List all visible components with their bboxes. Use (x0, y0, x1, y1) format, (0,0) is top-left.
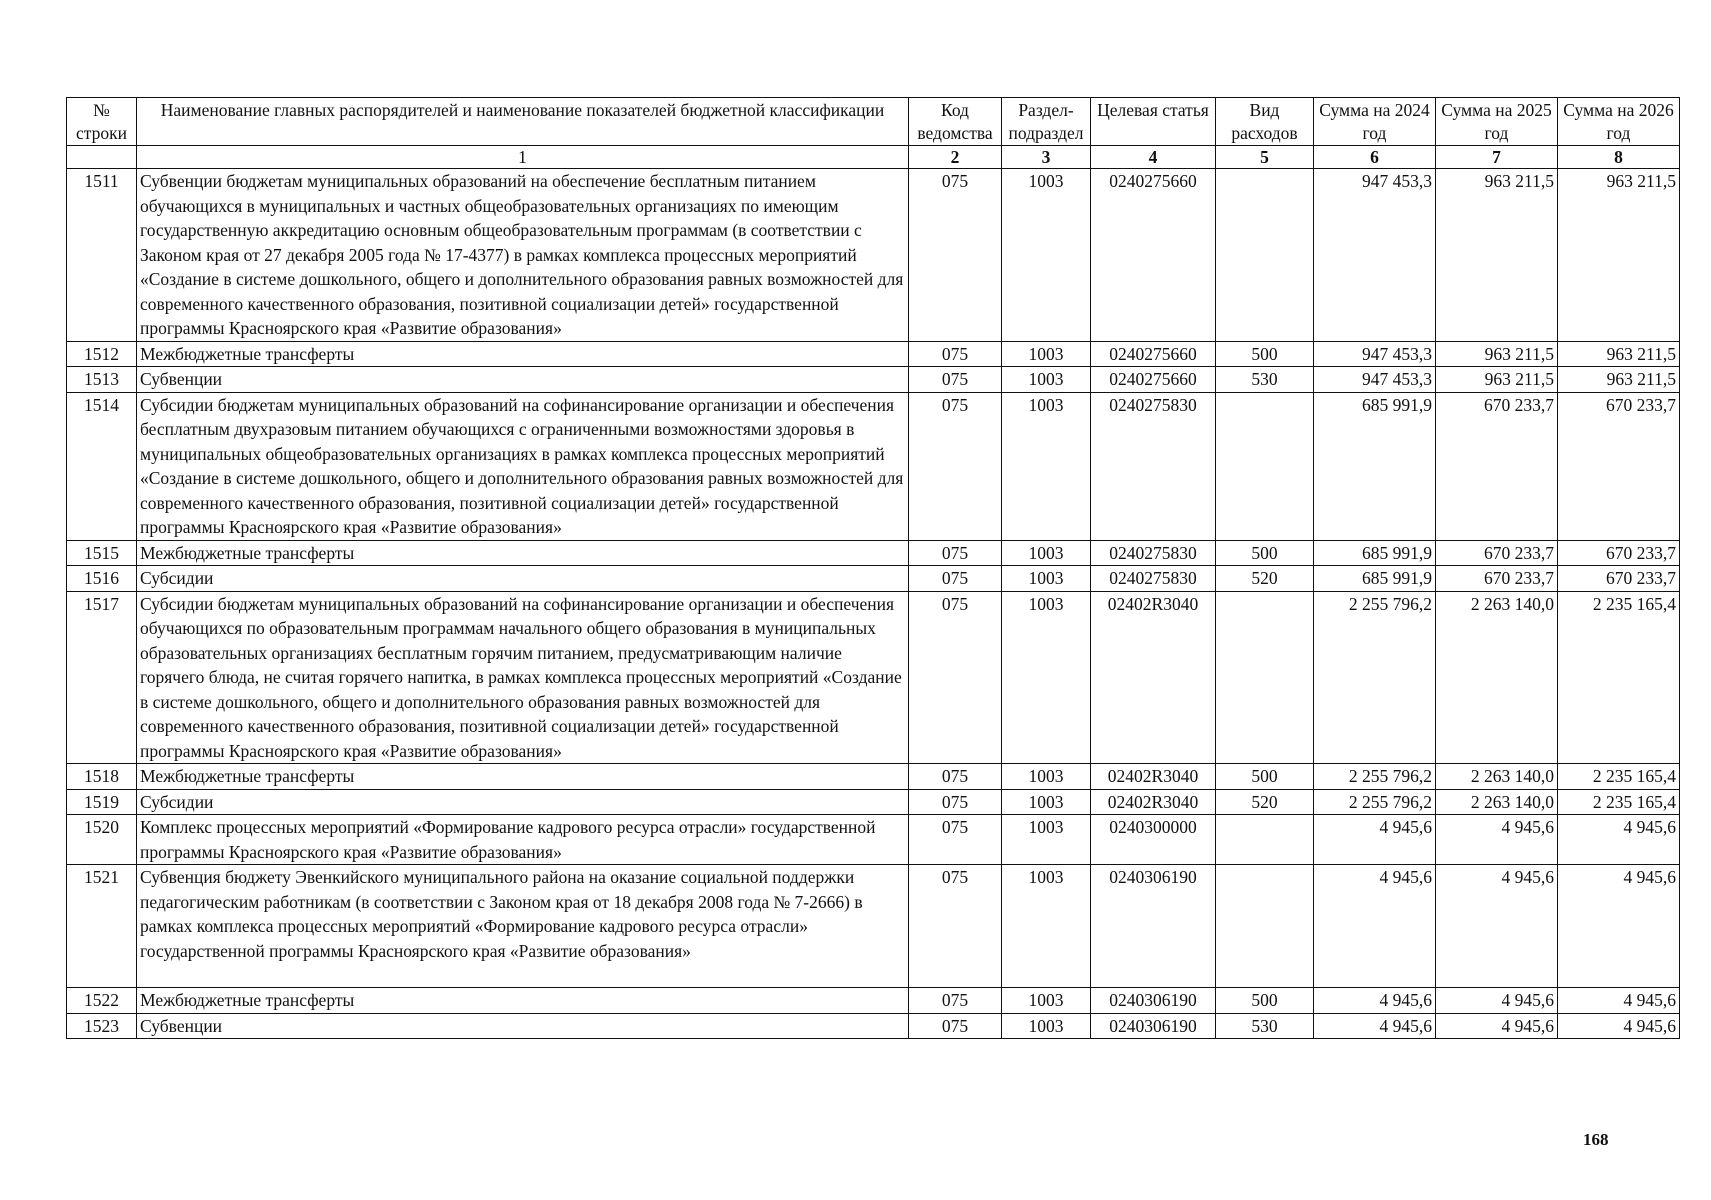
sum-2026: 4 945,6 (1558, 865, 1680, 988)
target-article: 0240275660 (1091, 341, 1216, 367)
expense-type: 500 (1216, 988, 1314, 1014)
target-article: 0240300000 (1091, 815, 1216, 865)
table-row (67, 1013, 1680, 1039)
sum-2024: 4 945,6 (1314, 815, 1436, 865)
dept-code: 075 (909, 764, 1002, 790)
row-name: Межбюджетные трансферты (137, 540, 909, 566)
row-number: 1519 (67, 789, 137, 815)
sum-2026: 2 235 165,4 (1558, 764, 1680, 790)
row-name: Межбюджетные трансферты (137, 341, 909, 367)
dept-code: 075 (909, 815, 1002, 865)
dept-code: 075 (909, 566, 1002, 592)
sum-2026: 2 235 165,4 (1558, 789, 1680, 815)
sum-2025: 670 233,7 (1436, 566, 1558, 592)
expense-type (1216, 815, 1314, 865)
column-number-row (67, 146, 1680, 169)
column-number: 7 (1436, 146, 1558, 169)
column-number: 5 (1216, 146, 1314, 169)
section-code: 1003 (1002, 591, 1091, 764)
column-number: 1 (137, 146, 909, 169)
expense-type: 500 (1216, 764, 1314, 790)
expense-type: 530 (1216, 1013, 1314, 1039)
dept-code: 075 (909, 988, 1002, 1014)
dept-code: 075 (909, 169, 1002, 342)
sum-2025: 4 945,6 (1436, 988, 1558, 1014)
dept-code: 075 (909, 540, 1002, 566)
table-row (67, 367, 1680, 393)
sum-2025: 4 945,6 (1436, 815, 1558, 865)
row-number: 1516 (67, 566, 137, 592)
row-number: 1513 (67, 367, 137, 393)
header-target: Целевая статья (1091, 98, 1216, 146)
column-number: 8 (1558, 146, 1680, 169)
header-dept-code: Код ведомства (909, 98, 1002, 146)
sum-2025: 963 211,5 (1436, 169, 1558, 342)
sum-2025: 4 945,6 (1436, 865, 1558, 988)
header-exp-type: Вид расходов (1216, 98, 1314, 146)
section-code: 1003 (1002, 789, 1091, 815)
row-name: Межбюджетные трансферты (137, 988, 909, 1014)
section-code: 1003 (1002, 540, 1091, 566)
dept-code: 075 (909, 865, 1002, 988)
header-row-no: № строки (67, 98, 137, 146)
sum-2026: 963 211,5 (1558, 367, 1680, 393)
row-number: 1517 (67, 591, 137, 764)
sum-2024: 947 453,3 (1314, 367, 1436, 393)
table-row (67, 540, 1680, 566)
row-name: Субвенция бюджету Эвенкийского муниципального района на оказание социальной поддержки педагогическим работникам (в соответствии с Законом края от 18 декабря 2008 года № 7-2666) в рамках комплекса процессных мероприятий «Формирование кадрового ресурса отрасли» государственной программы Красноярского края «Развитие образования» (137, 865, 909, 988)
sum-2025: 670 233,7 (1436, 540, 1558, 566)
table-row (67, 988, 1680, 1014)
sum-2026: 670 233,7 (1558, 566, 1680, 592)
row-number: 1521 (67, 865, 137, 988)
expense-type: 520 (1216, 566, 1314, 592)
expense-type (1216, 865, 1314, 988)
column-number: 2 (909, 146, 1002, 169)
target-article: 0240275660 (1091, 367, 1216, 393)
sum-2024: 685 991,9 (1314, 540, 1436, 566)
sum-2025: 4 945,6 (1436, 1013, 1558, 1039)
target-article: 0240275830 (1091, 566, 1216, 592)
row-name: Субсидии бюджетам муниципальных образований на софинансирование организации и обеспечения бесплатным двухразовым питанием обучающихся с ограниченными возможностями здоровья в муниципальных общеобразовательных организациях в рамках комплекса процессных мероприятий «Создание в системе дошкольного, общего и дополнительного образования равных возможностей для современного качественного образования, позитивной социализации детей» государственной программы Красноярского края «Развитие образования» (137, 392, 909, 540)
header-section: Раздел-подраздел (1002, 98, 1091, 146)
sum-2025: 963 211,5 (1436, 341, 1558, 367)
sum-2024: 4 945,6 (1314, 1013, 1436, 1039)
sum-2024: 685 991,9 (1314, 392, 1436, 540)
sum-2024: 947 453,3 (1314, 169, 1436, 342)
target-article: 0240275830 (1091, 540, 1216, 566)
target-article: 02402R3040 (1091, 591, 1216, 764)
dept-code: 075 (909, 1013, 1002, 1039)
target-article: 0240306190 (1091, 988, 1216, 1014)
expense-type: 500 (1216, 341, 1314, 367)
sum-2024: 4 945,6 (1314, 865, 1436, 988)
section-code: 1003 (1002, 341, 1091, 367)
section-code: 1003 (1002, 392, 1091, 540)
row-name: Субвенции (137, 1013, 909, 1039)
sum-2025: 2 263 140,0 (1436, 789, 1558, 815)
target-article: 0240275830 (1091, 392, 1216, 540)
table-row (67, 865, 1680, 988)
column-number: 3 (1002, 146, 1091, 169)
sum-2025: 963 211,5 (1436, 367, 1558, 393)
table-row (67, 815, 1680, 865)
row-name: Субсидии бюджетам муниципальных образований на софинансирование организации и обеспечения обучающихся по образовательным программам начального общего образования в муниципальных образовательных организациях бесплатным горячим питанием, предусматривающим наличие горячего блюда, не считая горячего напитка, в рамках комплекса процессных мероприятий «Создание в системе дошкольного, общего и дополнительного образования равных возможностей для современного качественного образования, позитивной социализации детей» государственной программы Красноярского края «Развитие образования» (137, 591, 909, 764)
row-number: 1522 (67, 988, 137, 1014)
sum-2026: 963 211,5 (1558, 169, 1680, 342)
target-article: 02402R3040 (1091, 764, 1216, 790)
sum-2024: 2 255 796,2 (1314, 764, 1436, 790)
row-name: Субсидии (137, 566, 909, 592)
row-name: Субвенции бюджетам муниципальных образований на обеспечение бесплатным питанием обучающихся в муниципальных и частных общеобразовательных организациях по имеющим государственную аккредитацию основным общеобразовательным программам (в соответствии с Законом края от 27 декабря 2005 года № 17-4377) в рамках комплекса процессных мероприятий «Создание в системе дошкольного, общего и дополнительного образования равных возможностей для современного качественного образования, позитивной социализации детей» государственной программы Красноярского края «Развитие образования» (137, 169, 909, 342)
table-row (67, 341, 1680, 367)
sum-2025: 2 263 140,0 (1436, 764, 1558, 790)
expense-type (1216, 169, 1314, 342)
dept-code: 075 (909, 341, 1002, 367)
expense-type (1216, 591, 1314, 764)
section-code: 1003 (1002, 815, 1091, 865)
target-article: 0240275660 (1091, 169, 1216, 342)
row-number: 1523 (67, 1013, 137, 1039)
budget-table (66, 97, 1680, 1039)
target-article: 02402R3040 (1091, 789, 1216, 815)
sum-2026: 4 945,6 (1558, 988, 1680, 1014)
sum-2026: 4 945,6 (1558, 815, 1680, 865)
header-row (67, 98, 1680, 146)
expense-type: 520 (1216, 789, 1314, 815)
row-name: Субсидии (137, 789, 909, 815)
dept-code: 075 (909, 591, 1002, 764)
target-article: 0240306190 (1091, 865, 1216, 988)
sum-2024: 685 991,9 (1314, 566, 1436, 592)
expense-type: 500 (1216, 540, 1314, 566)
table-row (67, 591, 1680, 764)
expense-type: 530 (1216, 367, 1314, 393)
sum-2026: 670 233,7 (1558, 540, 1680, 566)
section-code: 1003 (1002, 367, 1091, 393)
header-sum-2024: Сумма на 2024 год (1314, 98, 1436, 146)
row-number: 1518 (67, 764, 137, 790)
expense-type (1216, 392, 1314, 540)
table-row (67, 764, 1680, 790)
table-row (67, 789, 1680, 815)
sum-2026: 963 211,5 (1558, 341, 1680, 367)
row-number: 1514 (67, 392, 137, 540)
table-row (67, 566, 1680, 592)
row-number: 1515 (67, 540, 137, 566)
target-article: 0240306190 (1091, 1013, 1216, 1039)
table-row (67, 392, 1680, 540)
column-number: 4 (1091, 146, 1216, 169)
section-code: 1003 (1002, 566, 1091, 592)
sum-2024: 4 945,6 (1314, 988, 1436, 1014)
section-code: 1003 (1002, 169, 1091, 342)
dept-code: 075 (909, 392, 1002, 540)
sum-2026: 670 233,7 (1558, 392, 1680, 540)
table-body (67, 169, 1680, 1039)
section-code: 1003 (1002, 764, 1091, 790)
row-name: Межбюджетные трансферты (137, 764, 909, 790)
row-number: 1520 (67, 815, 137, 865)
dept-code: 075 (909, 367, 1002, 393)
section-code: 1003 (1002, 988, 1091, 1014)
sum-2025: 2 263 140,0 (1436, 591, 1558, 764)
section-code: 1003 (1002, 865, 1091, 988)
dept-code: 075 (909, 789, 1002, 815)
column-number (67, 146, 137, 169)
row-number: 1512 (67, 341, 137, 367)
row-name: Субвенции (137, 367, 909, 393)
header-sum-2025: Сумма на 2025 год (1436, 98, 1558, 146)
sum-2025: 670 233,7 (1436, 392, 1558, 540)
column-number: 6 (1314, 146, 1436, 169)
sum-2024: 2 255 796,2 (1314, 591, 1436, 764)
header-name: Наименование главных распорядителей и наименование показателей бюджетной классификации (137, 98, 909, 146)
page-number: 168 (1583, 1130, 1609, 1149)
header-sum-2026: Сумма на 2026 год (1558, 98, 1680, 146)
row-name: Комплекс процессных мероприятий «Формирование кадрового ресурса отрасли» государственной программы Красноярского края «Развитие образования» (137, 815, 909, 865)
sum-2024: 2 255 796,2 (1314, 789, 1436, 815)
sum-2026: 2 235 165,4 (1558, 591, 1680, 764)
sum-2024: 947 453,3 (1314, 341, 1436, 367)
sum-2026: 4 945,6 (1558, 1013, 1680, 1039)
section-code: 1003 (1002, 1013, 1091, 1039)
row-number: 1511 (67, 169, 137, 342)
table-row (67, 169, 1680, 342)
